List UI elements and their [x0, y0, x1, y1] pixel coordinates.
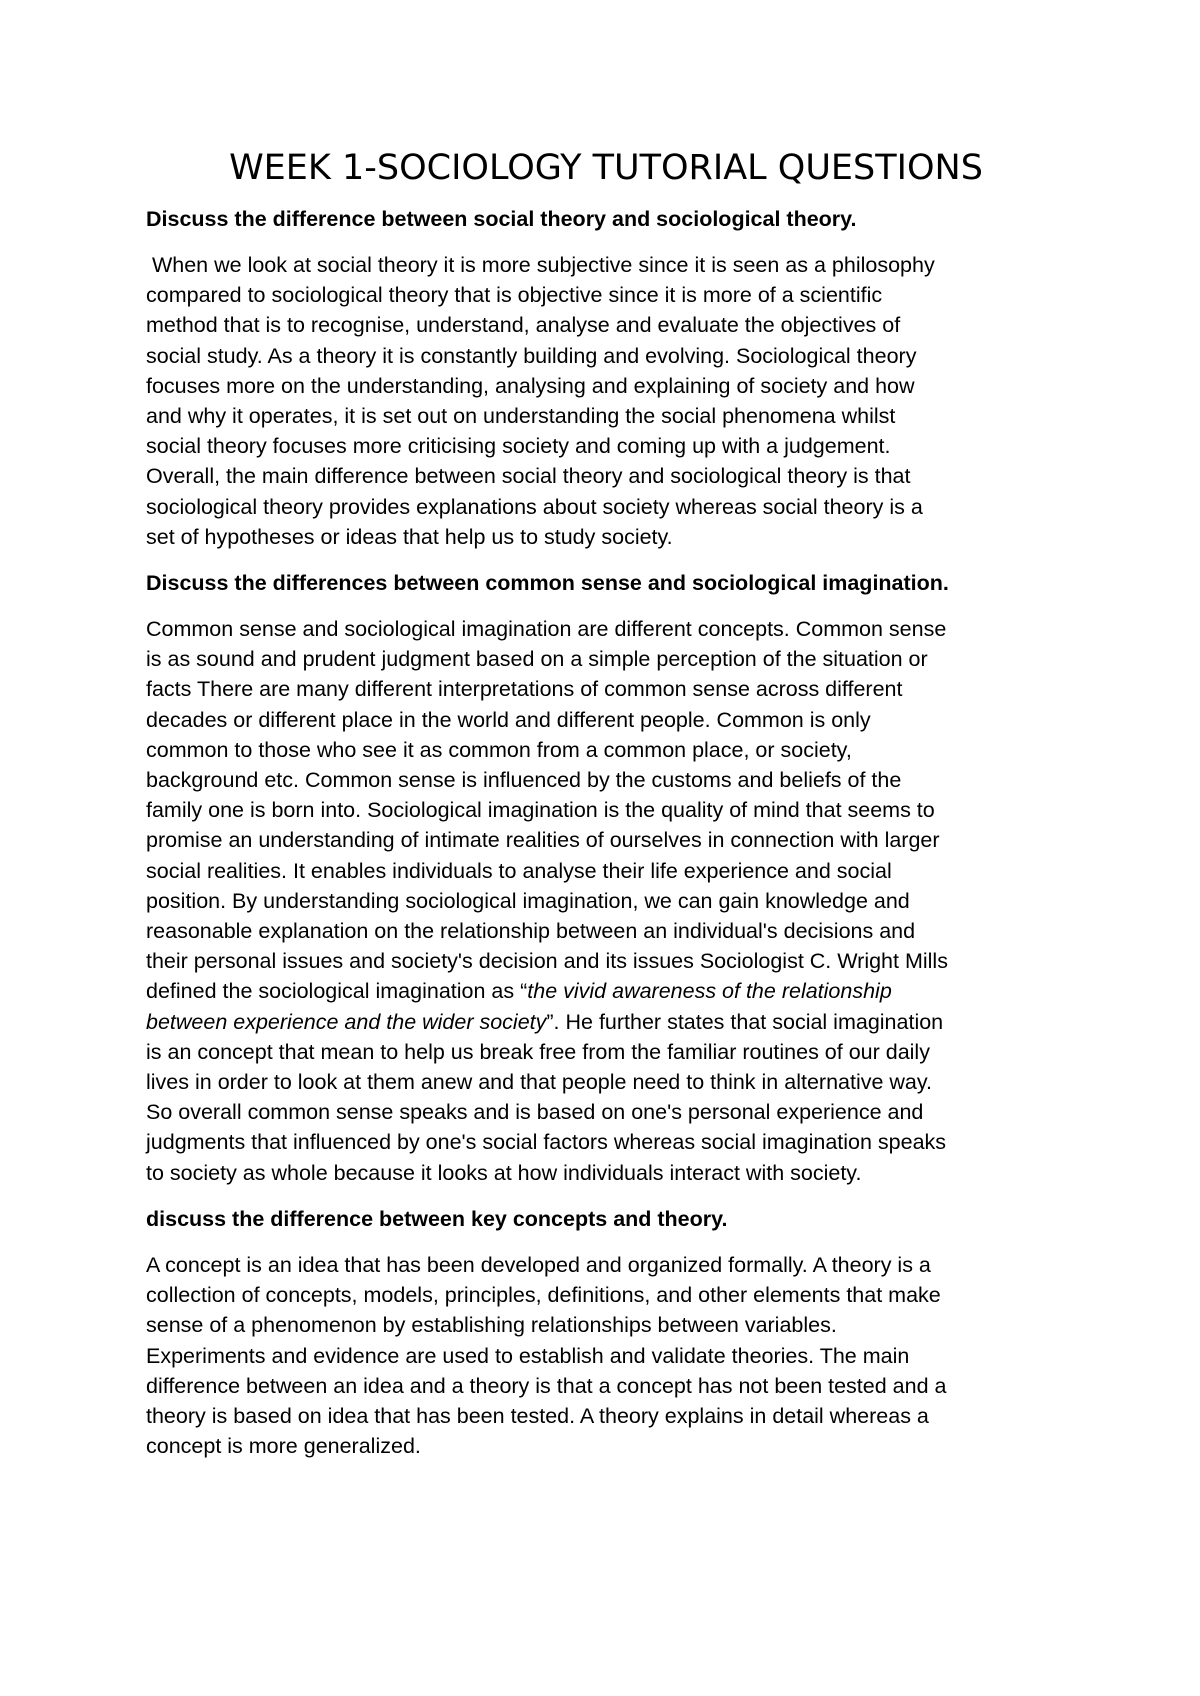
text-line: sense of a phenomenon by establishing relationships between variables.	[146, 1313, 837, 1338]
text-line: A concept is an idea that has been developed and organized formally. A theory is a	[146, 1252, 931, 1277]
document-body	[146, 146, 1066, 1477]
question-heading: Discuss the differences between common sense and sociological imagination.	[146, 571, 949, 596]
text-line: method that is to recognise, understand, analyse and evaluate the objectives of	[146, 313, 901, 338]
text-line: judgments that influenced by one's social factors whereas social imagination speaks	[146, 1130, 947, 1155]
text-line: Experiments and evidence are used to establish and validate theories. The main	[146, 1343, 910, 1368]
question-heading: Discuss the difference between social theory and sociological theory.	[146, 207, 857, 231]
quote-outro: ”. He further states that social imagination	[546, 1009, 944, 1034]
text-line: concept is more generalized.	[146, 1434, 421, 1459]
text-line: is an concept that mean to help us break free from the familiar routines of our daily	[146, 1039, 930, 1064]
quote-line	[146, 1007, 1066, 1037]
text-line: set of hypotheses or ideas that help us to study society.	[146, 524, 673, 549]
text-line: and why it operates, it is set out on understanding the social phenomena whilst	[146, 404, 896, 429]
text-line: promise an understanding of intimate realities of ourselves in connection with larger	[146, 828, 940, 853]
text-line: decades or different place in the world and different people. Common is only	[146, 707, 871, 732]
text-line: theory is based on idea that has been tested. A theory explains in detail whereas a	[146, 1403, 929, 1428]
text-line: common to those who see it as common from a common place, or society,	[146, 737, 852, 762]
text-line: lives in order to look at them anew and that people need to think in alternative way.	[146, 1070, 933, 1095]
quote-intro: defined the sociological imagination as “	[146, 979, 528, 1004]
text-line: family one is born into. Sociological imagination is the quality of mind that seems to	[146, 798, 935, 823]
text-line: background etc. Common sense is influenced by the customs and beliefs of the	[146, 768, 902, 793]
mills-quote: the vivid awareness of the relationship	[527, 979, 892, 1004]
text-line: difference between an idea and a theory is that a concept has not been tested and a	[146, 1373, 947, 1398]
page-title: WEEK 1-SOCIOLOGY TUTORIAL QUESTIONS	[229, 148, 983, 188]
text-line: facts There are many different interpretations of common sense across different	[146, 677, 903, 702]
text-line: to society as whole because it looks at how individuals interact with society.	[146, 1160, 862, 1185]
text-line: So overall common sense speaks and is based on one's personal experience and	[146, 1100, 924, 1125]
text-line: Common sense and sociological imagination are different concepts. Common sense	[146, 617, 947, 642]
text-line: When we look at social theory it is more subjective since it is seen as a philosophy	[146, 253, 935, 277]
text-line: social theory focuses more criticising society and coming up with a judgement.	[146, 434, 891, 459]
text-line: focuses more on the understanding, analysing and explaining of society and how	[146, 373, 915, 398]
text-line: their personal issues and society's decision and its issues Sociologist C. Wright Mills	[146, 949, 948, 974]
text-line: social study. As a theory it is constantly building and evolving. Sociological theory	[146, 343, 917, 368]
mills-quote-cont: between experience and the wider society	[146, 1009, 547, 1034]
answer-paragraph	[146, 1250, 1066, 1461]
quote-line	[146, 976, 1066, 1006]
text-line: compared to sociological theory that is objective since it is more of a scientific	[146, 283, 883, 308]
text-line: reasonable explanation on the relationship between an individual's decisions and	[146, 919, 916, 944]
text-line: collection of concepts, models, principles, definitions, and other elements that make	[146, 1283, 941, 1308]
answer-paragraph	[146, 250, 1066, 552]
answer-paragraph	[146, 614, 1066, 1188]
text-line: is as sound and prudent judgment based on a simple perception of the situation or	[146, 647, 928, 672]
question-heading: discuss the difference between key concepts and theory.	[146, 1206, 728, 1231]
text-line: social realities. It enables individuals to analyse their life experience and social	[146, 858, 892, 883]
text-line: sociological theory provides explanations about society whereas social theory is a	[146, 494, 923, 519]
text-line: Overall, the main difference between social theory and sociological theory is that	[146, 464, 911, 489]
text-line: position. By understanding sociological imagination, we can gain knowledge and	[146, 888, 910, 913]
